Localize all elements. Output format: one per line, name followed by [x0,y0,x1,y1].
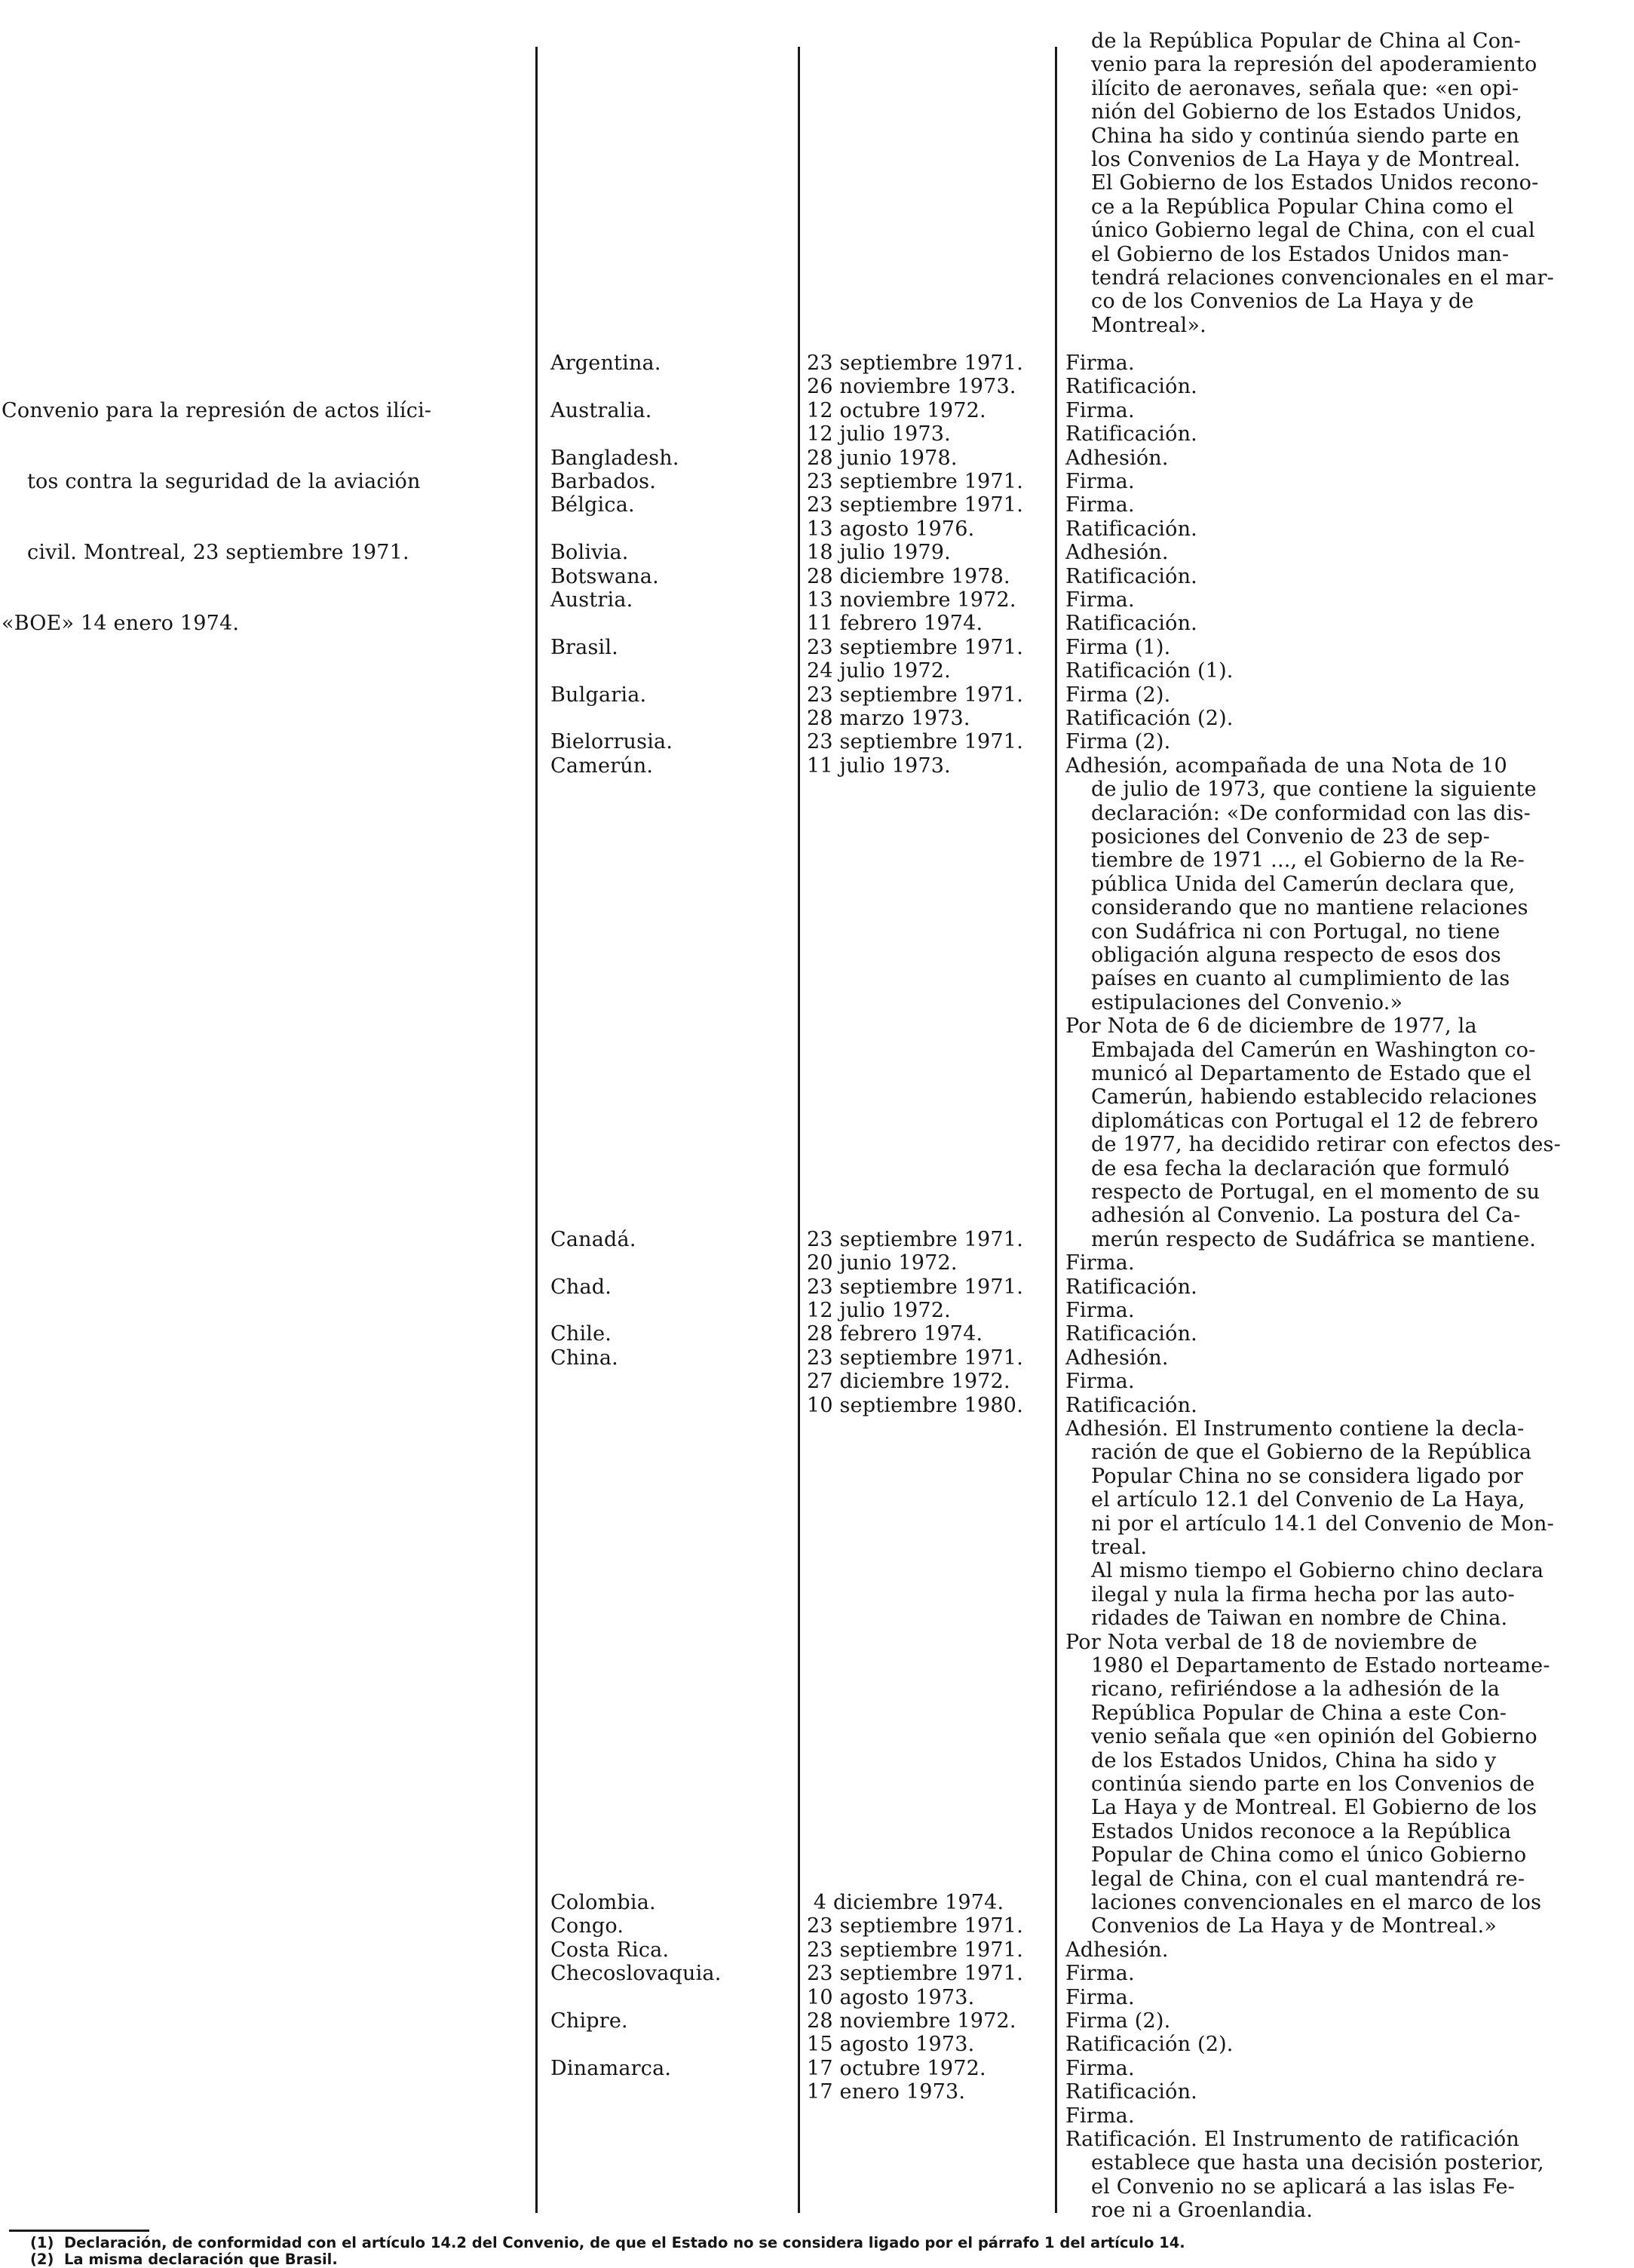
action-line: Firma (2). [1065,683,1171,707]
country-name: Bolivia. [550,541,629,565]
action-line: de julio de 1973, que contiene la siguiente [1091,778,1537,802]
date-entry: 26 noviembre 1973. [807,375,1016,399]
action-line: Ratificación. [1065,375,1197,399]
continued-note-line: único Gobierno legal de China, con el cual [1091,219,1535,243]
action-line: Camerún, habiendo establecido relaciones [1091,1085,1537,1109]
continued-note-line: El Gobierno de los Estados Unidos recono- [1091,171,1539,195]
date-entry: 23 septiembre 1971. [807,1938,1023,1962]
action-line: ni por el artículo 14.1 del Convenio de Mon- [1091,1511,1554,1536]
date-entry: 23 septiembre 1971. [807,1962,1023,1986]
convention-title-line: civil. Montreal, 23 septiembre 1971. [27,541,409,565]
action-line: Ratificación. [1065,1393,1197,1417]
country-name: Bangladesh. [550,446,679,470]
action-line: 1980 el Departamento de Estado norteame- [1091,1654,1550,1677]
action-line: Ratificación (1). [1065,659,1234,683]
action-line: laciones convencionales en el marco de los [1091,1891,1542,1914]
action-line: Firma. [1065,398,1135,422]
action-line: Ratificación. [1065,1322,1197,1346]
action-line: de los Estados Unidos, China ha sido y [1091,1748,1497,1772]
date-entry: 23 septiembre 1971. [807,351,1023,375]
date-entry: 23 septiembre 1971. [807,730,1023,754]
action-line: con Sudáfrica ni con Portugal, no tiene [1091,919,1501,944]
country-name: Australia. [550,398,652,422]
action-line: treal. [1091,1536,1148,1559]
action-line: Firma. [1065,2104,1135,2128]
date-entry: 28 marzo 1973. [807,707,970,730]
action-line: Firma. [1065,588,1135,612]
action-line: Firma. [1065,1299,1135,1322]
date-entry: 17 octubre 1972. [807,2056,986,2080]
country-name: Barbados. [550,470,657,493]
country-name: Austria. [550,588,633,612]
action-line: Ratificación. [1065,564,1197,588]
action-line: Adhesión. El Instrumento contiene la decla- [1065,1417,1525,1441]
date-entry: 23 septiembre 1971. [807,470,1023,493]
column-rule-2 [798,47,800,2213]
date-entry: 13 noviembre 1972. [807,588,1016,612]
action-line: obligación alguna respecto de esos dos [1091,944,1501,967]
action-line: tiembre de 1971 ..., el Gobierno de la Re- [1091,849,1525,873]
action-line: Ratificación. [1065,422,1197,447]
country-name: Argentina. [550,351,661,375]
action-line: posiciones del Convenio de 23 de sep- [1091,825,1490,849]
date-entry: 4 diciembre 1974. [807,1891,1004,1914]
country-name: Botswana. [550,564,659,588]
date-entry: 11 julio 1973. [807,753,951,778]
action-line: Popular de China como el único Gobierno [1091,1843,1527,1867]
action-line: Al mismo tiempo el Gobierno chino declara [1091,1559,1544,1583]
action-line: República Popular de China a este Con- [1091,1701,1507,1725]
action-line: el Convenio no se aplicará a las islas Fe- [1091,2174,1515,2199]
action-line: ridades de Taiwan en nombre de China. [1091,1607,1508,1631]
action-line: Por Nota de 6 de diciembre de 1977, la [1065,1014,1477,1039]
date-entry: 23 septiembre 1971. [807,1914,1023,1938]
action-line: adhesión al Convenio. La postura del Ca- [1091,1204,1521,1228]
action-line: Firma. [1065,2056,1135,2080]
action-line: declaración: «De conformidad con las dis- [1091,801,1531,825]
column-rule-1 [535,47,538,2213]
continued-note-line: ce a la República Popular China como el [1091,195,1514,219]
action-line: Firma. [1065,1251,1135,1275]
action-line: respecto de Portugal, en el momento de su [1091,1180,1540,1204]
action-line: Firma (2). [1065,2009,1171,2033]
action-line: Ratificación. [1065,2080,1197,2104]
action-line: de 1977, ha decidido retirar con efectos des- [1091,1133,1561,1157]
action-line: Popular China no se considera ligado por [1091,1464,1523,1488]
action-line: diplomáticas con Portugal el 12 de febrero [1091,1109,1539,1133]
action-line: Adhesión. [1065,446,1169,470]
continued-note-line: venio para la represión del apoderamiento [1091,53,1537,77]
date-entry: 23 septiembre 1971. [807,1227,1023,1251]
action-line: La Haya y de Montreal. El Gobierno de los [1091,1796,1537,1820]
action-line: Convenios de La Haya y de Montreal.» [1091,1914,1498,1938]
country-name: Colombia. [550,1891,656,1914]
action-line: el artículo 12.1 del Convenio de La Haya, [1091,1488,1525,1512]
action-line: ricano, refiriéndose a la adhesión de la [1091,1677,1500,1702]
action-line: Estados Unidos reconoce a la República [1091,1819,1512,1843]
action-line: ilegal y nula la firma hecha por las auto- [1091,1582,1515,1607]
date-entry: 12 julio 1973. [807,422,951,447]
country-name: Chipre. [550,2009,628,2033]
date-entry: 28 diciembre 1978. [807,564,1010,588]
country-name: Bulgaria. [550,683,647,707]
action-line: roe ni a Groenlandia. [1091,2199,1314,2223]
action-line: Adhesión, acompañada de una Nota de 10 [1065,753,1507,778]
country-name: Congo. [550,1914,624,1938]
action-line: Embajada del Camerún en Washington co- [1091,1038,1536,1062]
date-entry: 23 septiembre 1971. [807,1346,1023,1370]
country-name: Chad. [550,1275,612,1299]
continued-note-line: co de los Convenios de La Haya y de [1091,290,1474,314]
date-entry: 12 julio 1972. [807,1299,951,1322]
action-line: continúa siendo parte en los Convenios de [1091,1772,1535,1796]
action-line: establece que hasta una decisión posterior, [1091,2151,1544,2175]
action-line: Firma. [1065,1962,1135,1986]
action-line: Firma. [1065,1370,1135,1394]
action-line: Firma. [1065,470,1135,493]
date-entry: 20 junio 1972. [807,1251,958,1275]
action-line: estipulaciones del Convenio.» [1091,990,1403,1014]
action-line: municó al Departamento de Estado que el [1091,1062,1531,1085]
country-name: Bielorrusia. [550,730,673,754]
action-line: Ratificación (2). [1065,2033,1234,2057]
action-line: Adhesión. [1065,1346,1169,1370]
action-line: merún respecto de Sudáfrica se mantiene. [1091,1227,1537,1251]
date-entry: 11 febrero 1974. [807,612,983,636]
action-line: de esa fecha la declaración que formuló [1091,1156,1510,1180]
date-entry: 28 noviembre 1972. [807,2009,1016,2033]
continued-note-line: el Gobierno de los Estados Unidos man- [1091,242,1510,266]
action-line: venio señala que «en opinión del Gobierno [1091,1725,1537,1749]
continued-note-line: los Convenios de La Haya y de Montreal. [1091,148,1521,171]
action-line: Ratificación. [1065,612,1197,636]
country-name: Dinamarca. [550,2056,672,2080]
column-rule-3 [1055,47,1057,2213]
action-line: considerando que no mantiene relaciones [1091,896,1528,920]
continued-note-line: tendrá relaciones convencionales en el mar- [1091,266,1554,290]
country-name: Checoslovaquia. [550,1962,722,1986]
footnote-1: (1) Declaración, de conformidad con el artículo 14.2 del Convenio, de que el Estado no se considera ligado por el párrafo 1 del artículo 14. [30,2234,1185,2251]
action-line: Por Nota verbal de 18 de noviembre de [1065,1630,1478,1654]
continued-note-line: ilícito de aeronaves, señala que: «en opi- [1091,76,1519,100]
country-name: Bélgica. [550,493,635,517]
footnote-rule [9,2230,149,2232]
action-line: Firma. [1065,1985,1135,2009]
date-entry: 23 septiembre 1971. [807,493,1023,517]
date-entry: 12 octubre 1972. [807,398,986,422]
date-entry: 28 junio 1978. [807,446,958,470]
date-entry: 27 diciembre 1972. [807,1370,1010,1394]
continued-note-line: de la República Popular de China al Con- [1091,29,1522,53]
country-name: Brasil. [550,635,618,659]
date-entry: 10 septiembre 1980. [807,1393,1023,1417]
continued-note-line: Montreal». [1091,313,1206,337]
action-line: pública Unida del Camerún declara que, [1091,872,1516,896]
action-line: Ratificación. [1065,517,1197,541]
country-name: China. [550,1346,618,1370]
action-line: Ratificación. El Instrumento de ratificación [1065,2128,1519,2151]
action-line: Ratificación (2). [1065,707,1234,730]
convention-title-line: tos contra la seguridad de la aviación [27,470,421,494]
convention-boe-reference: «BOE» 14 enero 1974. [2,612,240,636]
date-entry: 23 septiembre 1971. [807,1275,1023,1299]
action-line: países en cuanto al cumplimiento de las [1091,967,1510,991]
date-entry: 28 febrero 1974. [807,1322,983,1346]
country-name: Canadá. [550,1227,636,1251]
country-name: Camerún. [550,753,654,778]
date-entry: 23 septiembre 1971. [807,683,1023,707]
date-entry: 10 agosto 1973. [807,1985,975,2009]
country-name: Costa Rica. [550,1938,670,1962]
action-line: Adhesión. [1065,541,1169,565]
date-entry: 24 julio 1972. [807,659,951,683]
country-name: Chile. [550,1322,612,1346]
action-line: Ratificación. [1065,1275,1197,1299]
action-line: Firma (1). [1065,635,1171,659]
date-entry: 13 agosto 1976. [807,517,975,541]
action-line: Firma. [1065,493,1135,517]
convention-title-line: Convenio para la represión de actos ilíci- [2,398,432,422]
action-line: legal de China, con el cual mantendrá re- [1091,1867,1525,1891]
action-line: ración de que el Gobierno de la República [1091,1441,1532,1465]
footnote-2: (2) La misma declaración que Brasil. [30,2251,338,2268]
convention-title-column [2,351,522,659]
action-line: Adhesión. [1065,1938,1169,1962]
action-line: Firma (2). [1065,730,1171,754]
date-entry: 17 enero 1973. [807,2080,966,2104]
continued-note-line: China ha sido y continúa siendo parte en [1091,124,1520,148]
continued-note-line: nión del Gobierno de los Estados Unidos, [1091,100,1523,124]
date-entry: 15 agosto 1973. [807,2033,975,2057]
action-line: Firma. [1065,351,1135,375]
date-entry: 18 julio 1979. [807,541,951,565]
date-entry: 23 septiembre 1971. [807,635,1023,659]
